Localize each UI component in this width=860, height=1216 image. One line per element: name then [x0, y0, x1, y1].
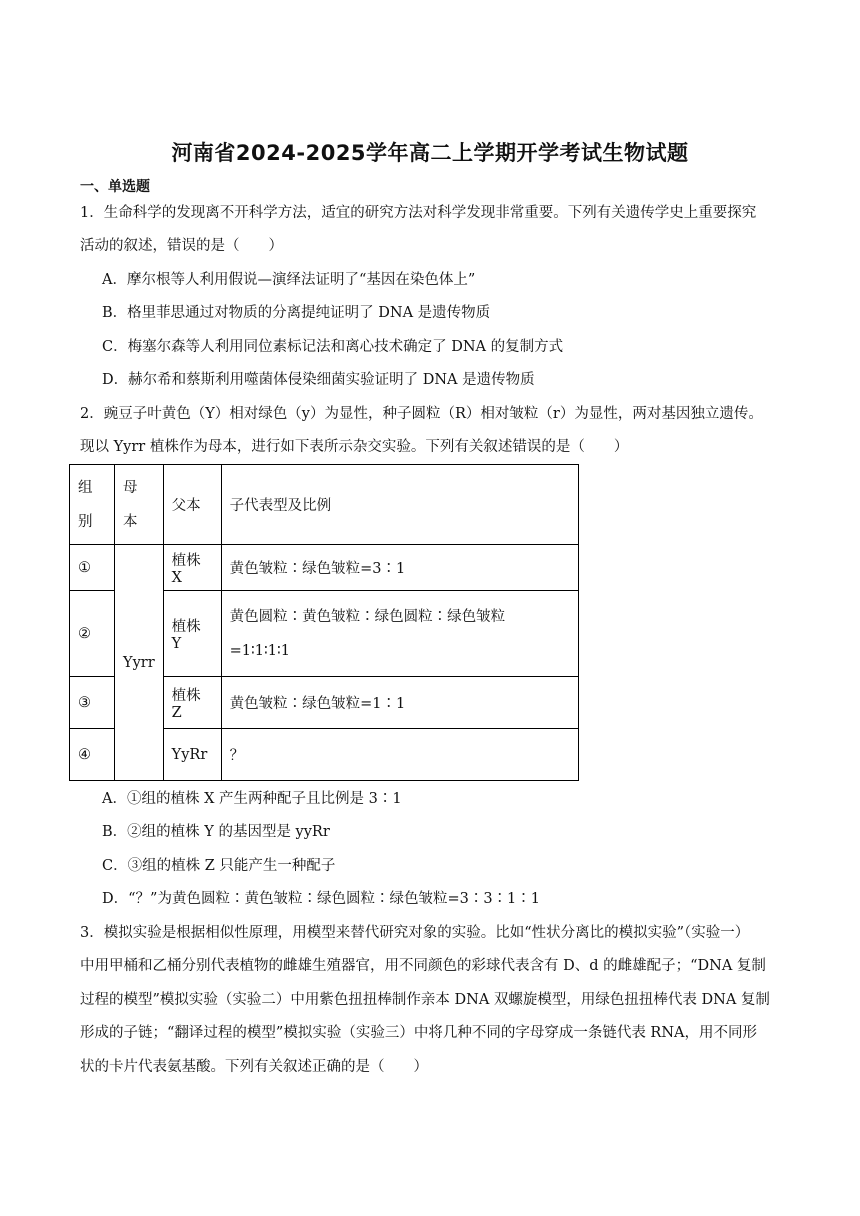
- row-result: ？: [221, 729, 578, 781]
- row-group: ①: [70, 545, 115, 591]
- header-group-char-1: 组: [78, 479, 93, 496]
- header-father: 父本: [163, 465, 221, 545]
- q2-option-d: D．“？”为黄色圆粒∶黄色皱粒∶绿色圆粒∶绿色皱粒=3∶3∶1∶1: [102, 891, 540, 907]
- q3-stem-line-5: 状的卡片代表氨基酸。下列有关叙述正确的是（ ）: [80, 1059, 428, 1075]
- q3-stem-line-3: 过程的模型”模拟实验（实验二）中用紫色扭扭棒制作亲本 DNA 双螺旋模型，用绿色扭扭棒代表 DNA 复制: [80, 992, 770, 1008]
- table-row: [70, 545, 579, 591]
- q2-option-b: B．②组的植株 Y 的基因型是 yyRr: [102, 824, 330, 840]
- q3-stem-line-2: 中用甲桶和乙桶分别代表植物的雌雄生殖器官，用不同颜色的彩球代表含有 D、d 的雌雄配子；“DNA 复制: [80, 958, 766, 974]
- header-offspring: 子代表型及比例: [221, 465, 578, 545]
- q2-stem-line-1: 2．豌豆子叶黄色（Y）相对绿色（y）为显性，种子圆粒（R）相对皱粒（r）为显性，两对基因独立遗传。: [80, 406, 763, 422]
- q2-stem-line-2: 现以 Yyrr 植株作为母本，进行如下表所示杂交实验。下列有关叙述错误的是（ ）: [80, 439, 629, 455]
- section-heading: 一、单选题: [80, 179, 150, 195]
- row-result-line-1: 黄色圆粒∶黄色皱粒∶绿色圆粒∶绿色皱粒: [229, 608, 506, 625]
- q1-stem-line-2: 活动的叙述，错误的是（ ）: [80, 238, 283, 254]
- header-group-char-2: 别: [78, 513, 93, 530]
- row-result: 黄色皱粒∶绿色皱粒=1∶1: [221, 677, 578, 729]
- row-father: 植株 X: [163, 545, 221, 591]
- q1-stem-line-1: 1．生命科学的发现离不开科学方法，适宜的研究方法对科学发现非常重要。下列有关遗传学史上重要探究: [80, 205, 757, 221]
- row-result: [221, 591, 578, 677]
- header-mother-char-2: 本: [123, 513, 138, 530]
- row-father: 植株 Y: [163, 591, 221, 677]
- row-result-line-2: =1∶1∶1∶1: [229, 642, 291, 659]
- header-mother-char-1: 母: [123, 479, 138, 496]
- q3-stem-line-4: 形成的子链；“翻译过程的模型”模拟实验（实验三）中将几种不同的字母穿成一条链代表 RNA，用不同形: [80, 1025, 758, 1041]
- row-result: 黄色皱粒∶绿色皱粒=3∶1: [221, 545, 578, 591]
- row-group: ②: [70, 591, 115, 677]
- page-title: 河南省2024-2025学年高二上学期开学考试生物试题: [171, 141, 689, 165]
- q1-option-d: D．赫尔希和蔡斯利用噬菌体侵染细菌实验证明了 DNA 是遗传物质: [102, 372, 535, 388]
- q1-option-a: A．摩尔根等人利用假说—演绎法证明了“基因在染色体上”: [102, 272, 476, 288]
- q2-option-a: A．①组的植株 X 产生两种配子且比例是 3∶1: [102, 791, 402, 807]
- q1-option-b: B．格里菲思通过对物质的分离提纯证明了 DNA 是遗传物质: [102, 305, 491, 321]
- header-group: [70, 465, 115, 545]
- mother-genotype: Yyrr: [115, 545, 164, 781]
- table-header-row: [70, 465, 579, 545]
- cross-experiment-table: [69, 464, 579, 781]
- q1-option-c: C．梅塞尔森等人利用同位素标记法和离心技术确定了 DNA 的复制方式: [102, 339, 564, 355]
- row-group: ③: [70, 677, 115, 729]
- row-group: ④: [70, 729, 115, 781]
- row-father: YyRr: [163, 729, 221, 781]
- q2-option-c: C．③组的植株 Z 只能产生一种配子: [102, 858, 336, 874]
- header-mother: [115, 465, 164, 545]
- row-father: 植株 Z: [163, 677, 221, 729]
- q3-stem-line-1: 3．模拟实验是根据相似性原理，用模型来替代研究对象的实验。比如“性状分离比的模拟实验”（实验一）: [80, 925, 750, 941]
